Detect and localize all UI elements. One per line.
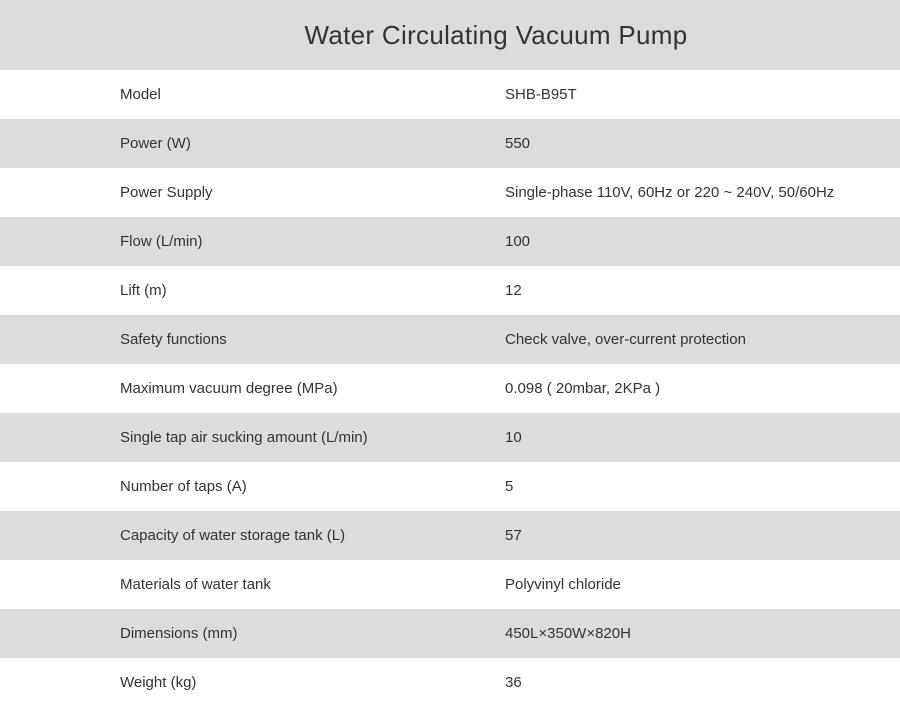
spec-table <box>0 70 900 707</box>
spec-label: Power Supply <box>120 184 213 201</box>
spec-value: 10 <box>505 429 522 446</box>
spec-row-dimensions <box>0 609 900 658</box>
spec-value: 5 <box>505 478 514 495</box>
spec-row-safety-functions <box>0 315 900 364</box>
spec-row-max-vacuum <box>0 364 900 413</box>
spec-value: SHB-B95T <box>505 86 577 103</box>
spec-row-tank-capacity <box>0 511 900 560</box>
spec-row-lift <box>0 266 900 315</box>
spec-label: Single tap air sucking amount (L/min) <box>120 429 368 446</box>
spec-row-tank-material <box>0 560 900 609</box>
spec-value: Single-phase 110V, 60Hz or 220 ~ 240V, 50/60Hz <box>505 184 835 201</box>
spec-row-number-of-taps <box>0 462 900 511</box>
spec-label: Materials of water tank <box>120 576 271 593</box>
spec-label: Weight (kg) <box>120 674 197 691</box>
spec-value: 36 <box>505 674 522 691</box>
spec-value: 0.098 ( 20mbar, 2KPa ) <box>505 380 661 397</box>
spec-label: Maximum vacuum degree (MPa) <box>120 380 338 397</box>
spec-value: 57 <box>505 527 522 544</box>
spec-row-air-sucking-amount <box>0 413 900 462</box>
spec-label: Flow (L/min) <box>120 233 203 250</box>
spec-row-power <box>0 119 900 168</box>
spec-label: Dimensions (mm) <box>120 625 238 642</box>
spec-label: Model <box>120 86 161 103</box>
spec-row-model <box>0 70 900 119</box>
page-title: Water Circulating Vacuum Pump <box>304 19 688 50</box>
spec-value: 550 <box>505 135 531 152</box>
spec-label: Safety functions <box>120 331 227 348</box>
spec-row-weight <box>0 658 900 707</box>
spec-label: Lift (m) <box>120 282 167 299</box>
title-bar <box>0 0 900 70</box>
spec-label: Capacity of water storage tank (L) <box>120 527 346 544</box>
spec-row-flow <box>0 217 900 266</box>
spec-row-power-supply <box>0 168 900 217</box>
spec-value: 12 <box>505 282 522 299</box>
spec-label: Number of taps (A) <box>120 478 247 495</box>
spec-value: 100 <box>505 233 531 250</box>
spec-value: Polyvinyl chloride <box>505 576 621 593</box>
spec-value: 450L×350W×820H <box>505 625 631 642</box>
spec-label: Power (W) <box>120 135 191 152</box>
spec-value: Check valve, over-current protection <box>505 331 746 348</box>
